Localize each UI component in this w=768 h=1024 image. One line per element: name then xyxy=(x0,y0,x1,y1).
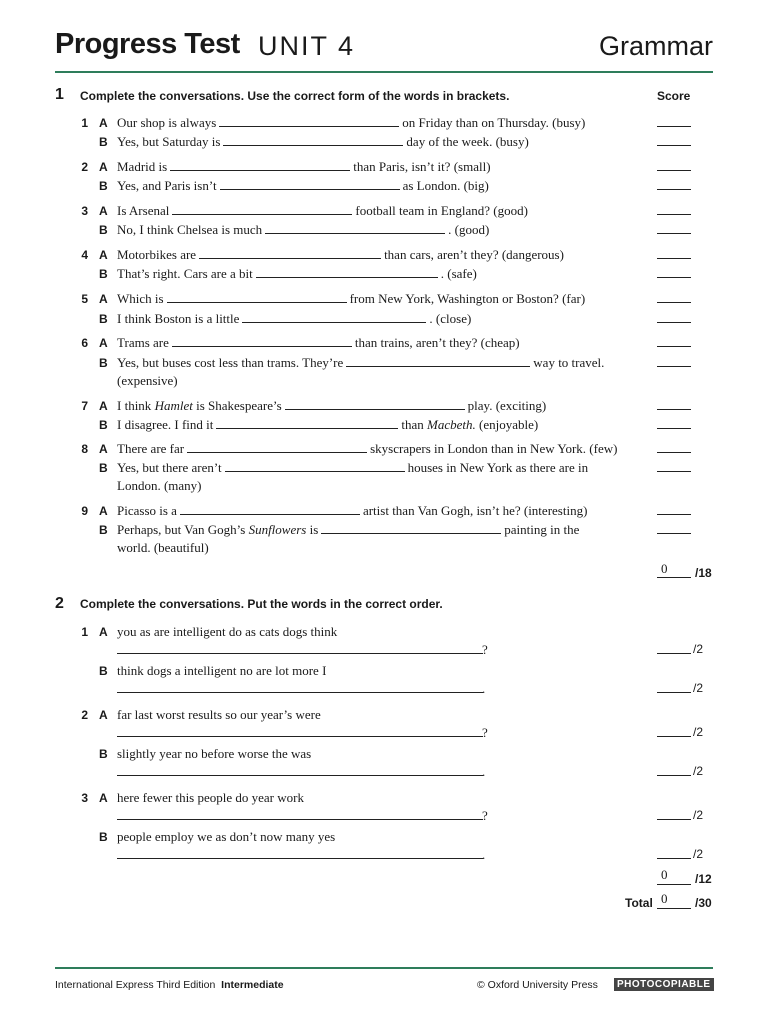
sentence xyxy=(117,311,471,327)
sentence xyxy=(117,460,588,476)
score-blank[interactable] xyxy=(657,145,691,146)
speaker-label: B xyxy=(99,830,108,844)
section-label: Grammar xyxy=(599,31,713,61)
max-mark: /2 xyxy=(693,642,704,656)
speaker-label: A xyxy=(99,504,108,518)
section1-number: 1 xyxy=(55,86,64,103)
sentence-after: than cars, aren’t they? (dangerous) xyxy=(384,247,564,262)
speaker-label: A xyxy=(99,248,108,262)
speaker-label: A xyxy=(99,399,108,413)
answer-blank[interactable] xyxy=(321,523,501,534)
sentence-end-punctuation: ? xyxy=(482,725,488,740)
section1-total: /18 xyxy=(695,566,712,580)
question-number: 1 xyxy=(81,625,88,639)
sentence-before: There are far xyxy=(117,441,185,456)
answer-blank[interactable] xyxy=(172,336,352,347)
sentence-after: football team in England? (good) xyxy=(355,203,528,218)
score-blank[interactable] xyxy=(657,277,691,278)
sentence xyxy=(117,335,520,351)
sentence xyxy=(117,291,585,307)
sentence-after: than trains, aren’t they? (cheap) xyxy=(354,335,520,350)
answer-blank[interactable] xyxy=(223,135,403,146)
max-mark: /2 xyxy=(693,681,704,695)
footer-publisher: © Oxford University Press xyxy=(477,979,598,991)
sentence xyxy=(117,178,489,194)
sentence xyxy=(117,266,477,282)
page-title: Progress Test xyxy=(55,28,240,60)
answer-blank[interactable] xyxy=(216,418,398,429)
max-mark: /2 xyxy=(693,847,704,861)
score-blank[interactable] xyxy=(657,514,691,515)
score-blank[interactable] xyxy=(657,302,691,303)
answer-blank[interactable] xyxy=(225,461,405,472)
answer-line[interactable] xyxy=(117,653,483,654)
sentence-after: than Paris, isn’t it? (small) xyxy=(353,159,491,174)
sentence xyxy=(117,503,587,519)
speaker-label: B xyxy=(99,461,108,475)
question-number: 7 xyxy=(81,399,88,413)
sentence-end-punctuation: ? xyxy=(482,642,488,657)
speaker-label: B xyxy=(99,418,108,432)
jumbled-words: here fewer this people do year work xyxy=(117,790,304,805)
speaker-label: A xyxy=(99,204,108,218)
sentence-after: . (good) xyxy=(448,222,490,237)
score-blank[interactable] xyxy=(657,692,691,693)
answer-blank[interactable] xyxy=(170,160,350,171)
score-blank[interactable] xyxy=(657,258,691,259)
question-number: 2 xyxy=(81,160,88,174)
sentence-after: than xyxy=(401,417,428,432)
answer-line[interactable] xyxy=(117,819,483,820)
jumbled-words: far last worst results so our year’s were xyxy=(117,707,321,722)
sentence-before: Perhaps, but Van Gogh’s xyxy=(117,522,249,537)
question-number: 5 xyxy=(81,292,88,306)
sentence-end-punctuation: . xyxy=(482,681,486,696)
score-blank[interactable] xyxy=(657,233,691,234)
title-italic: Macbeth. xyxy=(427,417,476,432)
answer-blank[interactable] xyxy=(346,356,530,367)
answer-blank[interactable] xyxy=(285,399,465,410)
speaker-label: B xyxy=(99,312,108,326)
speaker-label: A xyxy=(99,116,108,130)
sentence-after: on Friday than on Thursday. (busy) xyxy=(402,115,586,130)
score-blank[interactable] xyxy=(657,533,691,534)
question-number: 2 xyxy=(81,708,88,722)
question-number: 4 xyxy=(81,248,88,262)
jumbled-words: people employ we as don’t now many yes xyxy=(117,829,336,844)
total-label: Total xyxy=(625,896,653,910)
question-number: 9 xyxy=(81,504,88,518)
question-number: 3 xyxy=(81,791,88,805)
sentence-after: houses in New York as there are in xyxy=(407,460,589,475)
sentence-before-cont: is xyxy=(306,522,319,537)
answer-blank[interactable] xyxy=(265,223,445,234)
sentence-before-cont: is Shakespeare’s xyxy=(192,398,282,413)
sentence xyxy=(117,417,538,433)
answer-blank[interactable] xyxy=(220,179,400,190)
unit-label: UNIT 4 xyxy=(258,31,356,61)
title-italic: Sunflowers xyxy=(248,522,307,537)
sentence-before: No, I think Chelsea is much xyxy=(117,222,263,237)
speaker-label: B xyxy=(99,135,108,149)
jumbled-words: think dogs a intelligent no are lot more I xyxy=(117,663,327,678)
answer-blank[interactable] xyxy=(256,267,438,278)
section2-instruction: Complete the conversations. Put the words in the correct order. xyxy=(80,597,443,611)
score-blank[interactable] xyxy=(657,471,691,472)
speaker-label: B xyxy=(99,223,108,237)
sentence-before: Trams are xyxy=(117,335,169,350)
header-rule xyxy=(55,71,713,73)
sentence-continuation: London. (many) xyxy=(117,478,202,493)
sentence xyxy=(117,441,617,457)
score-blank[interactable] xyxy=(657,409,691,410)
score-blank[interactable] xyxy=(657,346,691,347)
section1-instruction: Complete the conversations. Use the correct form of the words in brackets. xyxy=(80,89,510,103)
answer-blank[interactable] xyxy=(172,204,352,215)
sentence xyxy=(117,134,529,150)
score-heading: Score xyxy=(657,89,691,103)
answer-blank[interactable] xyxy=(219,116,399,127)
sentence xyxy=(117,203,528,219)
score-blank[interactable] xyxy=(657,322,691,323)
score-blank[interactable] xyxy=(657,858,691,859)
answer-line[interactable] xyxy=(117,736,483,737)
speaker-label: B xyxy=(99,664,108,678)
sentence-after: as London. (big) xyxy=(402,178,489,193)
score-blank[interactable] xyxy=(657,214,691,215)
footer-book xyxy=(55,979,284,991)
sentence-after: play. (exciting) xyxy=(467,398,547,413)
sentence-before: I think xyxy=(117,398,155,413)
sentence-after: painting in the xyxy=(504,522,580,537)
sentence-before: Madrid is xyxy=(117,159,168,174)
jumbled-words: you as are intelligent do as cats dogs think xyxy=(117,624,338,639)
section1-score: 0 xyxy=(661,561,668,576)
speaker-label: A xyxy=(99,442,108,456)
sentence-before: Is Arsenal xyxy=(117,203,170,218)
max-mark: /2 xyxy=(693,725,704,739)
speaker-label: B xyxy=(99,356,108,370)
sentence-after: from New York, Washington or Boston? (far) xyxy=(349,291,586,306)
answer-line[interactable] xyxy=(117,692,483,693)
question-number: 6 xyxy=(81,336,88,350)
section2-score-line[interactable] xyxy=(657,884,691,885)
sentence-after: . (close) xyxy=(429,311,472,326)
score-blank[interactable] xyxy=(657,428,691,429)
score-blank[interactable] xyxy=(657,653,691,654)
sentence-after: artist than Van Gogh, isn’t he? (interesting) xyxy=(362,503,588,518)
sentence xyxy=(117,159,491,175)
score-blank[interactable] xyxy=(657,736,691,737)
sentence-after: skyscrapers in London than in New York. (few) xyxy=(370,441,618,456)
sentence-before: I disagree. I find it xyxy=(117,417,214,432)
score-blank[interactable] xyxy=(657,189,691,190)
grand-total: /30 xyxy=(695,896,712,910)
sentence-after: day of the week. (busy) xyxy=(406,134,529,149)
speaker-label: B xyxy=(99,179,108,193)
footer-level: Intermediate xyxy=(221,979,284,991)
sentence-before: Yes, and Paris isn’t xyxy=(117,178,217,193)
speaker-label: A xyxy=(99,160,108,174)
answer-blank[interactable] xyxy=(180,504,360,515)
score-blank[interactable] xyxy=(657,452,691,453)
total-score-line[interactable] xyxy=(657,908,691,909)
max-mark: /2 xyxy=(693,808,704,822)
max-mark: /2 xyxy=(693,764,704,778)
question-number: 8 xyxy=(81,442,88,456)
sentence-end-punctuation: ? xyxy=(482,808,488,823)
score-blank[interactable] xyxy=(657,366,691,367)
answer-line[interactable] xyxy=(117,775,483,776)
sentence-before: Yes, but Saturday is xyxy=(117,134,221,149)
sentence xyxy=(117,522,579,538)
sentence-before: I think Boston is a little xyxy=(117,311,240,326)
answer-blank[interactable] xyxy=(242,312,426,323)
speaker-label: A xyxy=(99,791,108,805)
score-blank[interactable] xyxy=(657,819,691,820)
section2-total: /12 xyxy=(695,872,712,886)
sentence xyxy=(117,398,546,414)
speaker-label: B xyxy=(99,267,108,281)
section2-number: 2 xyxy=(55,595,64,612)
sentence-before: Our shop is always xyxy=(117,115,217,130)
sentence-after-cont: (enjoyable) xyxy=(475,417,539,432)
question-number: 3 xyxy=(81,204,88,218)
sentence-before: Yes, but buses cost less than trams. They’re xyxy=(117,355,344,370)
sentence-before: Yes, but there aren’t xyxy=(117,460,222,475)
total-score: 0 xyxy=(661,891,668,906)
answer-blank[interactable] xyxy=(187,442,367,453)
answer-line[interactable] xyxy=(117,858,483,859)
sentence-before: Picasso is a xyxy=(117,503,177,518)
sentence-continuation: world. (beautiful) xyxy=(117,540,209,555)
sentence-continuation: (expensive) xyxy=(117,373,178,388)
section1-score-line[interactable] xyxy=(657,577,691,578)
sentence xyxy=(117,222,489,238)
score-blank[interactable] xyxy=(657,170,691,171)
sentence-before: That’s right. Cars are a bit xyxy=(117,266,253,281)
sentence-end-punctuation: . xyxy=(482,764,486,779)
answer-blank[interactable] xyxy=(167,292,347,303)
score-blank[interactable] xyxy=(657,126,691,127)
speaker-label: A xyxy=(99,292,108,306)
footer-book-title: International Express Third Edition xyxy=(55,979,216,991)
sentence xyxy=(117,115,585,131)
title-italic: Hamlet xyxy=(154,398,193,413)
photocopiable-badge: PHOTOCOPIABLE xyxy=(614,978,714,991)
sentence-after: way to travel. xyxy=(533,355,605,370)
sentence-before: Which is xyxy=(117,291,164,306)
speaker-label: A xyxy=(99,336,108,350)
sentence xyxy=(117,247,564,263)
section2-score: 0 xyxy=(661,867,668,882)
answer-blank[interactable] xyxy=(199,248,381,259)
question-number: 1 xyxy=(81,116,88,130)
sentence-after: . (safe) xyxy=(440,266,477,281)
jumbled-words: slightly year no before worse the was xyxy=(117,746,312,761)
sentence-end-punctuation: . xyxy=(482,847,486,862)
footer-rule xyxy=(55,967,713,969)
sentence xyxy=(117,355,604,371)
speaker-label: A xyxy=(99,625,108,639)
speaker-label: B xyxy=(99,523,108,537)
speaker-label: A xyxy=(99,708,108,722)
score-blank[interactable] xyxy=(657,775,691,776)
speaker-label: B xyxy=(99,747,108,761)
sentence-before: Motorbikes are xyxy=(117,247,197,262)
